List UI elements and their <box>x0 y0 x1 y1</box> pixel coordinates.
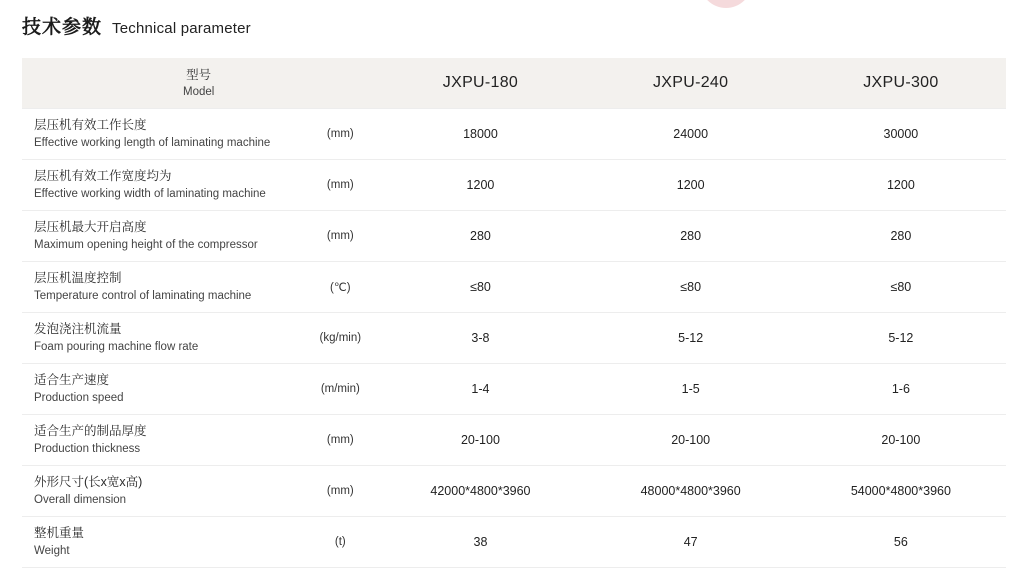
row-value-1: 42000*4800*3960 <box>430 484 531 498</box>
decorative-blob <box>700 0 752 8</box>
row-value-3: 280 <box>890 229 912 243</box>
row-value-1: 38 <box>473 535 488 549</box>
row-label-en: Production speed <box>34 391 124 404</box>
row-label-cn: 整机重量 <box>34 526 85 540</box>
row-value-1: 20-100 <box>460 433 500 447</box>
row-value-2: 47 <box>683 535 698 549</box>
row-value-1: 1200 <box>466 178 495 192</box>
table-row <box>22 211 1006 262</box>
row-unit: (m/min) <box>320 383 360 395</box>
row-label-cn: 适合生产速度 <box>34 373 110 387</box>
model-header-cn: 型号 <box>186 67 212 82</box>
model-column-1: JXPU-180 <box>442 74 519 91</box>
row-label <box>22 262 305 313</box>
row-label <box>22 517 305 568</box>
row-label <box>22 313 305 364</box>
row-unit: (mm) <box>326 434 354 446</box>
row-value-2: 48000*4800*3960 <box>640 484 741 498</box>
row-unit: (mm) <box>326 485 354 497</box>
row-label-cn: 适合生产的制品厚度 <box>34 424 147 438</box>
row-value-3: 1-6 <box>891 382 910 396</box>
row-label-cn: 外形尺寸(长x宽x高) <box>34 475 143 489</box>
row-label <box>22 160 305 211</box>
table-row <box>22 364 1006 415</box>
row-unit: (kg/min) <box>319 332 362 344</box>
table-header-row <box>22 58 1006 109</box>
table-row <box>22 466 1006 517</box>
technical-parameter-table <box>22 58 1006 568</box>
row-unit: (mm) <box>326 128 354 140</box>
row-value-1: 280 <box>470 229 491 243</box>
row-value-2: ≤80 <box>680 280 702 294</box>
row-label <box>22 364 305 415</box>
row-value-2: 1-5 <box>681 382 700 396</box>
row-value-1: 18000 <box>463 127 498 141</box>
row-value-3: ≤80 <box>890 280 912 294</box>
table-row <box>22 109 1006 160</box>
row-value-3: 5-12 <box>888 331 914 345</box>
model-header-en: Model <box>183 85 215 98</box>
row-label-cn: 层压机有效工作长度 <box>34 118 147 132</box>
row-value-1: 1-4 <box>471 382 490 396</box>
table-row <box>22 160 1006 211</box>
row-label-en: Temperature control of laminating machine <box>34 289 252 302</box>
row-label-en: Foam pouring machine flow rate <box>34 340 199 353</box>
table-row <box>22 517 1006 568</box>
table-row <box>22 262 1006 313</box>
row-label <box>22 415 305 466</box>
model-column-2: JXPU-240 <box>653 74 729 91</box>
row-label-en: Effective working length of laminating machine <box>34 136 271 149</box>
row-label <box>22 466 305 517</box>
row-unit: (t) <box>334 536 346 548</box>
model-column-3: JXPU-300 <box>863 74 939 91</box>
row-value-3: 54000*4800*3960 <box>850 484 951 498</box>
row-label-en: Production thickness <box>34 442 141 455</box>
row-value-1: 3-8 <box>471 331 490 345</box>
row-label-cn: 层压机温度控制 <box>34 271 122 285</box>
row-label-en: Overall dimension <box>34 493 127 506</box>
row-label-cn: 层压机有效工作宽度均为 <box>34 169 172 183</box>
table-row <box>22 415 1006 466</box>
row-value-3: 30000 <box>883 127 919 141</box>
row-label-en: Weight <box>34 544 70 557</box>
row-label <box>22 109 305 160</box>
table-header <box>22 58 1006 109</box>
row-value-1: ≤80 <box>470 280 491 294</box>
row-value-2: 280 <box>680 229 702 243</box>
row-value-2: 5-12 <box>678 331 704 345</box>
row-label-cn: 发泡浇注机流量 <box>34 322 122 336</box>
row-unit: (℃) <box>330 282 351 294</box>
model-header-cell <box>22 58 375 109</box>
row-value-2: 24000 <box>673 127 709 141</box>
row-value-3: 56 <box>893 535 908 549</box>
row-value-3: 20-100 <box>881 433 921 447</box>
row-value-2: 1200 <box>676 178 705 192</box>
page-title-en: Technical parameter <box>112 20 251 37</box>
row-label <box>22 211 305 262</box>
row-value-3: 1200 <box>886 178 915 192</box>
row-unit: (mm) <box>326 179 354 191</box>
row-label-en: Maximum opening height of the compressor <box>34 238 258 251</box>
table-body <box>22 109 1006 568</box>
row-value-2: 20-100 <box>671 433 711 447</box>
page-title-cn: 技术参数 <box>22 17 103 38</box>
row-unit: (mm) <box>326 230 354 242</box>
table-row <box>22 313 1006 364</box>
page-title <box>22 12 251 39</box>
row-label-cn: 层压机最大开启高度 <box>34 220 147 234</box>
row-label-en: Effective working width of laminating machine <box>34 187 266 200</box>
